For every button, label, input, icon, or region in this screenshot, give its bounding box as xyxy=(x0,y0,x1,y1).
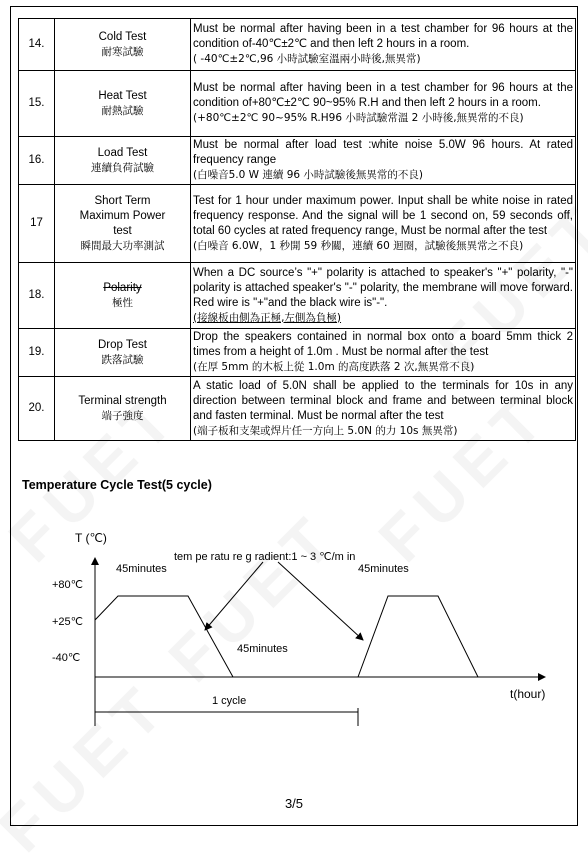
cycle-label: 1 cycle xyxy=(212,695,247,707)
gradient-label: tem pe ratu re g radient:1 ~ 3 ℃/m in xyxy=(174,551,356,563)
gradient-arrow xyxy=(278,562,363,640)
page-number: 3/5 xyxy=(284,796,304,811)
dwell-label: 45minutes xyxy=(358,563,409,575)
gradient-arrow xyxy=(205,562,263,630)
section-title: Temperature Cycle Test(5 cycle) xyxy=(22,478,212,492)
row-number: 16. xyxy=(19,137,55,185)
row-number: 18. xyxy=(19,263,55,329)
test-name: Heat Test 耐熱試驗 xyxy=(55,71,191,137)
row-number: 17 xyxy=(19,185,55,263)
test-description: Must be normal after having been in a test chamber for 96 hours at the condition of-40℃±2℃ and then left 2 hours in a room. ( -40℃±2℃,96 小時試驗室溫兩小時後,無異常) xyxy=(191,19,576,71)
y-axis-label: T (℃) xyxy=(75,531,107,545)
dwell-label: 45minutes xyxy=(116,563,167,575)
table-row xyxy=(19,185,576,263)
test-name: Drop Test 跌落試驗 xyxy=(55,329,191,377)
table-row xyxy=(19,71,576,137)
test-description: Must be normal after load test :white noise 5.0W 96 hours. At rated frequency range (白噪音5.0 W 連續 96 小時試驗後無異常的不良) xyxy=(191,137,576,185)
test-name: Load Test 連續負荷試驗 xyxy=(55,137,191,185)
level-label-80: +80℃ xyxy=(52,579,84,591)
test-description: A static load of 5.0N shall be applied to the terminals for 10s in any direction between terminal block and frame and between terminal block and fasten terminal. Must be normal after the test (端子板和支架或焊片任一方向上 5.0N 的力 10s 無異常) xyxy=(191,377,576,441)
test-spec-table xyxy=(18,18,576,441)
table-row xyxy=(19,263,576,329)
row-number: 19. xyxy=(19,329,55,377)
table-row xyxy=(19,137,576,185)
level-label-minus40: -40℃ xyxy=(52,652,81,664)
dwell-label: 45minutes xyxy=(237,643,288,655)
test-name: Cold Test 耐寒試驗 xyxy=(55,19,191,71)
row-number: 15. xyxy=(19,71,55,137)
table-row xyxy=(19,329,576,377)
table-row xyxy=(19,377,576,441)
table-row xyxy=(19,19,576,71)
temperature-cycle-diagram xyxy=(40,520,560,760)
test-description: When a DC source’s "+" polarity is attached to speaker's "+" polarity, "-" polarity is attached speaker's "-" polarity, the membrane will move forward. Red wire is "+"and the black wire is"-". (接線板由側為正極,左側為負極) xyxy=(191,263,576,329)
test-name: Terminal strength 端子強度 xyxy=(55,377,191,441)
test-description: Drop the speakers contained in normal box onto a board 5mm thick 2 times from a height of 1.0m . Must be normal after the test (在厚 5mm 的木板上從 1.0m 的高度跌落 2 次,無異常不良) xyxy=(191,329,576,377)
test-description: Must be normal after having been in a test chamber for 96 hours at the condition of+80℃±2℃ 90~95% R.H and then left 2 hours in a room. (+80℃±2℃ 90~95% R.H96 小時試驗常溫 2 小時後,無異常的不良) xyxy=(191,71,576,137)
row-number: 20. xyxy=(19,377,55,441)
x-axis-label: t(hour) xyxy=(510,687,546,701)
temperature-profile xyxy=(95,596,478,677)
test-description: Test for 1 hour under maximum power. Input shall be white noise in rated frequency response. And the signal will be 1 second on, 59 seconds off, total 60 cycles at rated frequency range, Must be normal after the test (白噪音 6.0W，1 秒開 59 秒關，連續 60 迴圈，試驗後無異常之不良) xyxy=(191,185,576,263)
test-name: Polarity 極性 xyxy=(55,263,191,329)
row-number: 14. xyxy=(19,19,55,71)
level-label-25: +25℃ xyxy=(52,616,84,628)
test-name: Short Term Maximum Power test 瞬間最大功率測試 xyxy=(55,185,191,263)
